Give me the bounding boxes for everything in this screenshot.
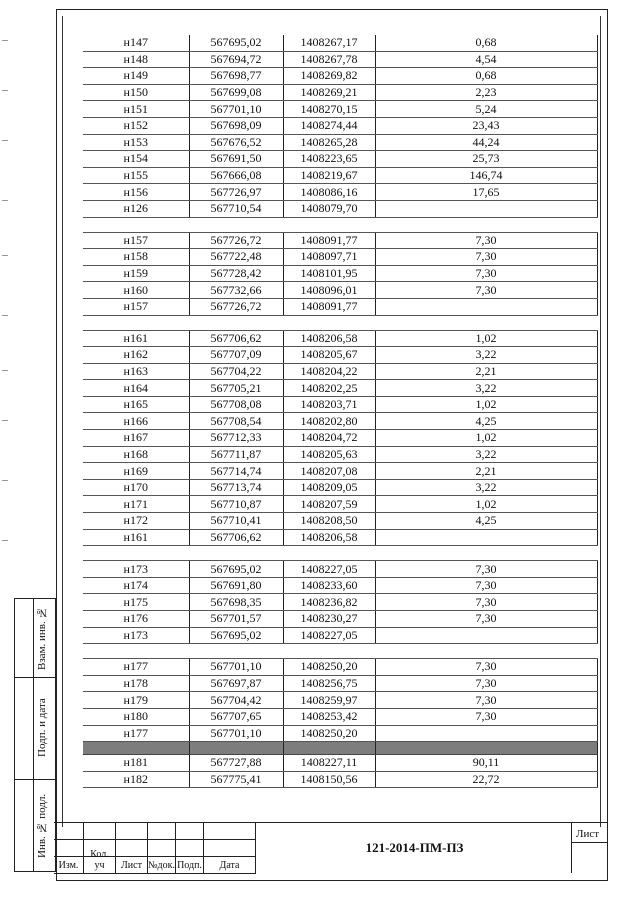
point-cell: н180: [83, 708, 189, 725]
point-cell: н161: [83, 529, 189, 546]
point-cell: н161: [83, 330, 189, 347]
point-cell: н156: [83, 184, 189, 201]
binding-tick: [2, 420, 8, 421]
point-cell: н150: [83, 84, 189, 101]
point-cell: н173: [83, 561, 189, 578]
x-cell: 567695,02: [189, 627, 283, 644]
side-binding-table: [14, 598, 56, 872]
y-cell: 1408223,65: [283, 151, 375, 168]
binding-tick: [2, 370, 8, 371]
point-cell: н172: [83, 513, 189, 530]
stamp-cell: [84, 849, 116, 874]
length-cell: 0,68: [375, 35, 597, 51]
table-row: [83, 396, 597, 413]
x-cell: 567732,66: [189, 282, 283, 299]
table-row: [83, 463, 597, 480]
x-cell: 567726,72: [189, 298, 283, 315]
table-row: [83, 347, 597, 364]
empty-cell: [375, 742, 597, 755]
y-cell: 1408091,77: [283, 298, 375, 315]
table-row: [83, 627, 597, 644]
point-cell: н182: [83, 771, 189, 788]
y-cell: 1408207,08: [283, 463, 375, 480]
y-cell: 1408097,71: [283, 249, 375, 266]
stamp-cell: [148, 840, 176, 857]
stamp-cell: [54, 840, 84, 857]
length-cell: 3,22: [375, 479, 597, 496]
point-cell: н148: [83, 51, 189, 68]
stamp-cell: [84, 823, 116, 840]
stamp-cell: [204, 823, 256, 840]
length-cell: 0,68: [375, 68, 597, 85]
x-cell: 567710,87: [189, 496, 283, 513]
length-cell: 7,30: [375, 265, 597, 282]
length-cell: 1,02: [375, 430, 597, 447]
point-cell: н175: [83, 594, 189, 611]
y-cell: 1408202,25: [283, 380, 375, 397]
stamp-cell: [148, 823, 176, 840]
length-cell: 7,30: [375, 708, 597, 725]
length-cell: 1,02: [375, 496, 597, 513]
y-cell: 1408270,15: [283, 101, 375, 118]
stamp-column-label: №док.: [148, 860, 175, 871]
point-cell: н177: [83, 725, 189, 742]
point-cell: н164: [83, 380, 189, 397]
empty-cell: [283, 742, 375, 755]
length-cell: [375, 298, 597, 315]
empty-cell: [283, 315, 375, 330]
y-cell: 1408079,70: [283, 200, 375, 217]
empty-cell: [83, 546, 189, 561]
x-cell: 567705,21: [189, 380, 283, 397]
x-cell: 567708,54: [189, 413, 283, 430]
length-cell: 7,30: [375, 232, 597, 249]
table-row: [83, 594, 597, 611]
x-cell: 567712,33: [189, 430, 283, 447]
table-row: [83, 675, 597, 692]
length-cell: 3,22: [375, 446, 597, 463]
point-cell: н159: [83, 265, 189, 282]
y-cell: 1408250,20: [283, 725, 375, 742]
stamp-column-label: Лист: [121, 860, 142, 871]
table-row: [83, 725, 597, 742]
x-cell: 567701,10: [189, 725, 283, 742]
y-cell: 1408204,22: [283, 363, 375, 380]
table-row: [83, 84, 597, 101]
sign-date-label: Подп. и дата: [36, 698, 48, 758]
empty-cell: [83, 315, 189, 330]
stamp-cell: [204, 840, 256, 857]
point-cell: н167: [83, 430, 189, 447]
stamp-cell: [54, 857, 84, 874]
table-row: [83, 298, 597, 315]
empty-cell: [189, 644, 283, 659]
x-cell: 567694,72: [189, 51, 283, 68]
length-cell: 7,30: [375, 659, 597, 676]
length-cell: 146,74: [375, 167, 597, 184]
table-row: [83, 529, 597, 546]
point-cell: н166: [83, 413, 189, 430]
point-cell: н151: [83, 101, 189, 118]
empty-cell: [283, 546, 375, 561]
x-cell: 567704,42: [189, 692, 283, 709]
table-row: [83, 200, 597, 217]
length-cell: [375, 200, 597, 217]
stamp-cell: [116, 857, 148, 874]
length-cell: 7,30: [375, 675, 597, 692]
y-cell: 1408209,05: [283, 479, 375, 496]
empty-cell: [189, 315, 283, 330]
x-cell: 567697,87: [189, 675, 283, 692]
x-cell: 567701,10: [189, 101, 283, 118]
length-cell: 2,21: [375, 363, 597, 380]
y-cell: 1408227,05: [283, 561, 375, 578]
length-cell: 7,30: [375, 249, 597, 266]
length-cell: [375, 529, 597, 546]
point-cell: н158: [83, 249, 189, 266]
table-row: [83, 659, 597, 676]
sheet-label: Лист: [576, 828, 600, 840]
x-cell: 567691,80: [189, 577, 283, 594]
y-cell: 1408265,28: [283, 134, 375, 151]
length-cell: 4,25: [375, 413, 597, 430]
table-row: [83, 513, 597, 530]
empty-cell: [283, 217, 375, 232]
length-cell: 22,72: [375, 771, 597, 788]
point-cell: н155: [83, 167, 189, 184]
y-cell: 1408227,05: [283, 627, 375, 644]
x-cell: 567710,54: [189, 200, 283, 217]
table-row: [83, 577, 597, 594]
y-cell: 1408259,97: [283, 692, 375, 709]
table-row: [83, 35, 597, 51]
point-cell: н160: [83, 282, 189, 299]
empty-cell: [189, 742, 283, 755]
y-cell: 1408096,01: [283, 282, 375, 299]
stamp-cell: [176, 823, 204, 840]
table-row: [83, 265, 597, 282]
y-cell: 1408206,58: [283, 529, 375, 546]
length-cell: [375, 725, 597, 742]
binding-tick: [2, 200, 8, 201]
point-cell: н177: [83, 659, 189, 676]
binding-tick: [2, 40, 8, 41]
y-cell: 1408267,78: [283, 51, 375, 68]
table-row: [83, 68, 597, 85]
y-cell: 1408204,72: [283, 430, 375, 447]
stamp-cell: [148, 857, 176, 874]
x-cell: 567698,77: [189, 68, 283, 85]
y-cell: 1408205,67: [283, 347, 375, 364]
binding-tick: [2, 315, 8, 316]
point-cell: н153: [83, 134, 189, 151]
table-row: [83, 413, 597, 430]
point-cell: н152: [83, 117, 189, 134]
point-cell: н176: [83, 611, 189, 628]
point-cell: н181: [83, 755, 189, 772]
length-cell: 4,54: [375, 51, 597, 68]
stamp-column-label: Подп.: [177, 860, 202, 871]
length-cell: 7,30: [375, 611, 597, 628]
y-cell: 1408269,21: [283, 84, 375, 101]
length-cell: 44,24: [375, 134, 597, 151]
length-cell: 23,43: [375, 117, 597, 134]
stamp-cell: [176, 840, 204, 857]
table-row: [83, 101, 597, 118]
stamp-cell: [204, 857, 256, 874]
y-cell: 1408253,42: [283, 708, 375, 725]
x-cell: 567695,02: [189, 561, 283, 578]
table-row: [83, 430, 597, 447]
binding-tick: [2, 480, 8, 481]
x-cell: 567699,08: [189, 84, 283, 101]
x-cell: 567727,88: [189, 755, 283, 772]
y-cell: 1408207,59: [283, 496, 375, 513]
coordinates-table: [83, 35, 598, 788]
y-cell: 1408091,77: [283, 232, 375, 249]
stamp-cell: [116, 823, 148, 840]
table-row: [83, 330, 597, 347]
inv-original-label: Инв. № подл.: [36, 793, 48, 859]
point-cell: н173: [83, 627, 189, 644]
empty-cell: [375, 217, 597, 232]
x-cell: 567714,74: [189, 463, 283, 480]
x-cell: 567701,10: [189, 659, 283, 676]
length-cell: 2,23: [375, 84, 597, 101]
point-cell: н165: [83, 396, 189, 413]
empty-cell: [283, 644, 375, 659]
empty-cell: [375, 644, 597, 659]
table-row: [83, 184, 597, 201]
y-cell: 1408086,16: [283, 184, 375, 201]
y-cell: 1408205,63: [283, 446, 375, 463]
length-cell: 7,30: [375, 577, 597, 594]
x-cell: 567728,42: [189, 265, 283, 282]
point-cell: н162: [83, 347, 189, 364]
empty-cell: [83, 217, 189, 232]
length-cell: [375, 627, 597, 644]
y-cell: 1408219,67: [283, 167, 375, 184]
x-cell: 567691,50: [189, 151, 283, 168]
y-cell: 1408206,58: [283, 330, 375, 347]
separator-row: [83, 315, 597, 330]
y-cell: 1408256,75: [283, 675, 375, 692]
table-row: [83, 611, 597, 628]
y-cell: 1408202,80: [283, 413, 375, 430]
table-row: [83, 363, 597, 380]
point-cell: н147: [83, 35, 189, 51]
length-cell: 5,24: [375, 101, 597, 118]
length-cell: 3,22: [375, 347, 597, 364]
table-row: [83, 167, 597, 184]
table-row: [83, 117, 597, 134]
x-cell: 567698,35: [189, 594, 283, 611]
length-cell: 1,02: [375, 330, 597, 347]
stamp-column-label: Дата: [219, 860, 240, 871]
table-row: [83, 151, 597, 168]
table-row: [83, 249, 597, 266]
length-cell: 25,73: [375, 151, 597, 168]
empty-cell: [375, 315, 597, 330]
point-cell: н126: [83, 200, 189, 217]
point-cell: н157: [83, 232, 189, 249]
binding-tick: [2, 255, 8, 256]
sheet-box: [572, 822, 607, 873]
empty-cell: [189, 217, 283, 232]
point-cell: н170: [83, 479, 189, 496]
y-cell: 1408236,82: [283, 594, 375, 611]
table-row: [83, 708, 597, 725]
separator-row: [83, 217, 597, 232]
length-cell: 7,30: [375, 692, 597, 709]
point-cell: н157: [83, 298, 189, 315]
point-cell: н178: [83, 675, 189, 692]
empty-cell: [83, 644, 189, 659]
empty-cell: [189, 546, 283, 561]
length-cell: 3,22: [375, 380, 597, 397]
point-cell: н174: [83, 577, 189, 594]
table-row: [83, 755, 597, 772]
x-cell: 567707,65: [189, 708, 283, 725]
y-cell: 1408274,44: [283, 117, 375, 134]
table-row: [83, 380, 597, 397]
y-cell: 1408233,60: [283, 577, 375, 594]
y-cell: 1408203,71: [283, 396, 375, 413]
point-cell: н169: [83, 463, 189, 480]
x-cell: 567708,08: [189, 396, 283, 413]
binding-tick: [2, 540, 8, 541]
replace-inv-no-label: Взам. инв. №: [36, 606, 48, 670]
length-cell: 7,30: [375, 561, 597, 578]
y-cell: 1408269,82: [283, 68, 375, 85]
table-row: [83, 232, 597, 249]
point-cell: н154: [83, 151, 189, 168]
x-cell: 567666,08: [189, 167, 283, 184]
length-cell: 7,30: [375, 282, 597, 299]
empty-cell: [375, 546, 597, 561]
x-cell: 567698,09: [189, 117, 283, 134]
y-cell: 1408267,17: [283, 35, 375, 51]
table-row: [83, 561, 597, 578]
table-row: [83, 134, 597, 151]
x-cell: 567695,02: [189, 35, 283, 51]
x-cell: 567707,09: [189, 347, 283, 364]
x-cell: 567726,72: [189, 232, 283, 249]
point-cell: н163: [83, 363, 189, 380]
point-cell: н149: [83, 68, 189, 85]
table-row: [83, 446, 597, 463]
x-cell: 567726,97: [189, 184, 283, 201]
y-cell: 1408227,11: [283, 755, 375, 772]
length-cell: 17,65: [375, 184, 597, 201]
table-row: [83, 479, 597, 496]
empty-cell: [83, 742, 189, 755]
binding-tick: [2, 140, 8, 141]
x-cell: 567706,62: [189, 330, 283, 347]
stamp-cell: [54, 823, 84, 840]
length-cell: 4,25: [375, 513, 597, 530]
y-cell: 1408250,20: [283, 659, 375, 676]
table-row: [83, 692, 597, 709]
x-cell: 567775,41: [189, 771, 283, 788]
point-cell: н168: [83, 446, 189, 463]
stamp-cell: [116, 840, 148, 857]
document-id: 121-2014-ПМ-ПЗ: [258, 822, 572, 873]
table-row: [83, 496, 597, 513]
separator-row: [83, 546, 597, 561]
binding-tick: [2, 90, 8, 91]
x-cell: 567711,87: [189, 446, 283, 463]
y-cell: 1408208,50: [283, 513, 375, 530]
separator-row: [83, 644, 597, 659]
length-cell: 90,11: [375, 755, 597, 772]
point-cell: н171: [83, 496, 189, 513]
x-cell: 567701,57: [189, 611, 283, 628]
shaded-row: [83, 742, 597, 755]
stamp-column-label: Изм.: [58, 860, 79, 871]
y-cell: 1408101,95: [283, 265, 375, 282]
point-cell: н179: [83, 692, 189, 709]
length-cell: 1,02: [375, 396, 597, 413]
length-cell: 7,30: [375, 594, 597, 611]
x-cell: 567706,62: [189, 529, 283, 546]
x-cell: 567704,22: [189, 363, 283, 380]
y-cell: 1408150,56: [283, 771, 375, 788]
table-row: [83, 771, 597, 788]
table-row: [83, 282, 597, 299]
stamp-cell: [176, 857, 204, 874]
y-cell: 1408230,27: [283, 611, 375, 628]
x-cell: 567676,52: [189, 134, 283, 151]
x-cell: 567713,74: [189, 479, 283, 496]
x-cell: 567710,41: [189, 513, 283, 530]
table-row: [83, 51, 597, 68]
stamp-column-label: Кол. уч: [90, 849, 109, 871]
length-cell: 2,21: [375, 463, 597, 480]
x-cell: 567722,48: [189, 249, 283, 266]
